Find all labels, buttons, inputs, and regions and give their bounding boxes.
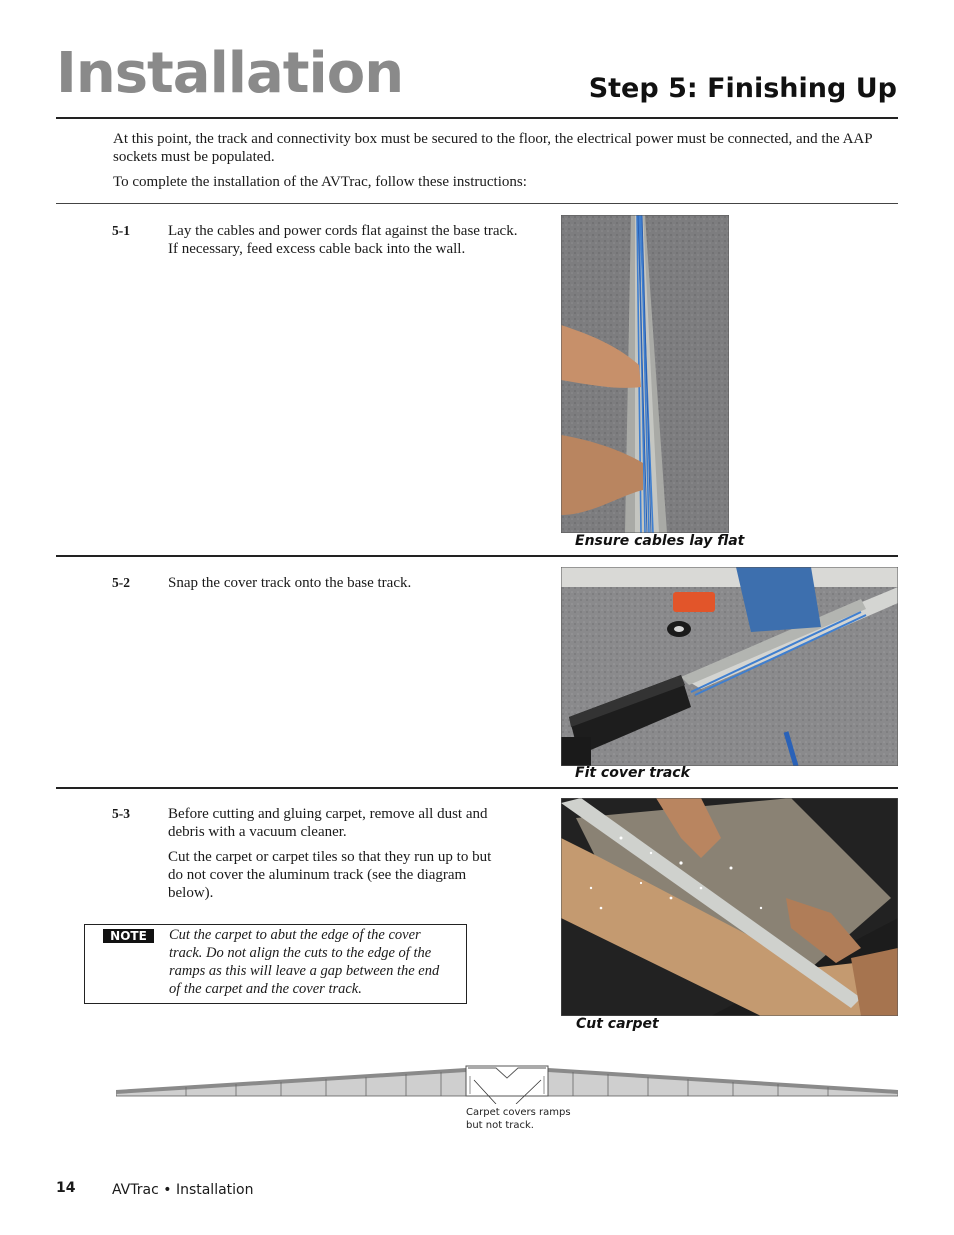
note-text: Cut the carpet to abut the edge of the cover track. Do not align the cuts to the edge of the ramps as this will leave a gap between the end of the carpet and the cover track. (169, 927, 440, 997)
header-divider (56, 117, 898, 119)
photo-cables-lay-flat (561, 215, 729, 533)
intro-divider (56, 203, 898, 204)
diagram-label-line: Carpet covers ramps (466, 1107, 571, 1118)
footer-text: AVTrac • Installation (112, 1182, 254, 1198)
step-text: Cut the carpet or carpet tiles so that they run up to but do not cover the aluminum track (see the diagram below). (168, 849, 492, 901)
note-badge: NOTE (103, 929, 154, 943)
photo-fit-cover-track (561, 567, 898, 766)
step-number: 5-3 (112, 806, 130, 821)
intro-paragraph-2: To complete the installation of the AVTrac, follow these instructions: (113, 174, 527, 190)
photo-caption: Ensure cables lay flat (575, 533, 745, 549)
section-title: Step 5: Finishing Up (588, 73, 897, 104)
photo-caption: Cut carpet (576, 1016, 659, 1032)
step-number: 5-2 (112, 575, 130, 590)
photo-cut-carpet (561, 798, 898, 1016)
step-divider (56, 555, 898, 557)
diagram-label-line: but not track. (466, 1120, 534, 1131)
step-text: Snap the cover track onto the base track. (168, 575, 412, 591)
step-text: Before cutting and gluing carpet, remove all dust and debris with a vacuum cleaner. (168, 806, 488, 840)
step-text: Lay the cables and power cords flat against the base track. If necessary, feed excess cable back into the wall. (168, 223, 518, 257)
step-divider (56, 787, 898, 789)
photo-caption: Fit cover track (575, 765, 690, 781)
page-title: Installation (56, 41, 404, 106)
diagram-label (466, 1106, 571, 1132)
step-number: 5-1 (112, 223, 130, 238)
track-cross-section-diagram (116, 1060, 898, 1104)
page-number: 14 (56, 1180, 76, 1196)
intro-paragraph-1: At this point, the track and connectivity box must be secured to the floor, the electrical power must be connected, and the AAP sockets must be populated. (113, 131, 873, 165)
